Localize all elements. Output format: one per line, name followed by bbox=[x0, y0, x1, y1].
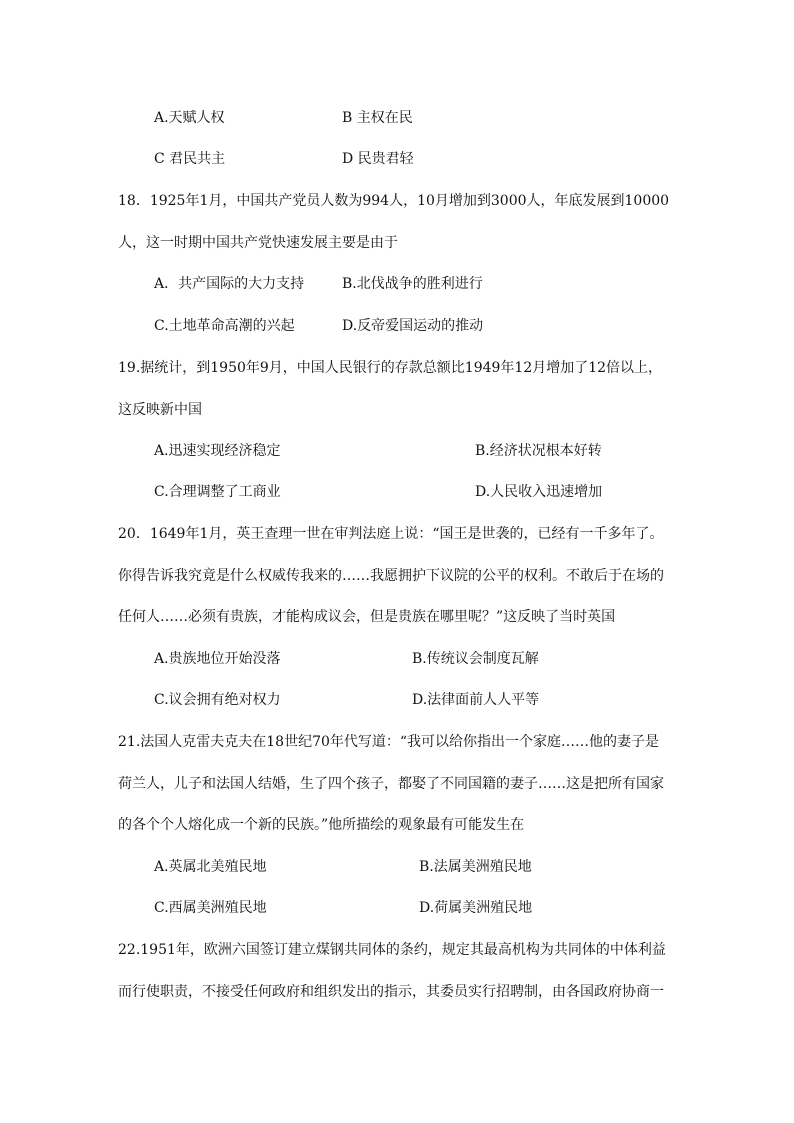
q20-option-a: A.贵族地位开始没落 bbox=[154, 651, 281, 667]
q19-stem-line-1: 19.据统计，到1950年9月，中国人民银行的存款总额比1949年12月增加了12倍以上， bbox=[118, 360, 663, 376]
q21-option-c: C.西属美洲殖民地 bbox=[154, 900, 267, 916]
q21-option-b: B.法属美洲殖民地 bbox=[419, 859, 532, 875]
q21-stem-line-3: 的各个个人熔化成一个新的民族。”他所描绘的观象最有可能发生在 bbox=[118, 817, 525, 833]
q18-option-a: A．共产国际的大力支持 bbox=[154, 276, 305, 292]
q21-option-d: D.荷属美洲殖民地 bbox=[419, 900, 533, 916]
q18-option-d: D.反帝爱国运动的推动 bbox=[342, 318, 484, 334]
q18-stem-line-1: 18．1925年1月，中国共产党员人数为994人，10月增加到3000人，年底发展到10000 bbox=[118, 193, 670, 209]
q19-stem-line-2: 这反映新中国 bbox=[118, 402, 202, 418]
q18-option-b: B.北伐战争的胜利进行 bbox=[342, 276, 483, 292]
q18-option-c: C.土地革命高潮的兴起 bbox=[154, 318, 295, 334]
q22-stem-line-1: 22.1951年，欧洲六国签订建立煤钢共同体的条约，规定其最高机构为共同体的中体利益 bbox=[118, 942, 666, 958]
q21-option-a: A.英属北美殖民地 bbox=[154, 859, 267, 875]
q17-option-a: A.天赋人权 bbox=[154, 110, 225, 126]
q19-option-a: A.迅速实现经济稳定 bbox=[154, 443, 281, 459]
q20-stem-line-2: 你得告诉我究竟是什么权威传我来的……我愿拥护下议院的公平的权利。不敢后于在场的 bbox=[118, 568, 664, 584]
q19-option-b: B.经济状况根本好转 bbox=[475, 443, 602, 459]
q20-option-b: B.传统议会制度瓦解 bbox=[412, 651, 539, 667]
q20-option-c: C.议会拥有绝对权力 bbox=[154, 692, 281, 708]
q20-stem-line-1: 20．1649年1月，英王查理一世在审判法庭上说：“国王是世袭的，已经有一千多年了。 bbox=[118, 526, 664, 542]
q22-stem-line-2: 而行使职责，不接受任何政府和组织发出的指示，其委员实行招聘制，由各国政府协商一 bbox=[118, 984, 664, 1000]
q20-stem-line-3: 任何人……必须有贵族，才能构成议会，但是贵族在哪里呢？”这反映了当时英国 bbox=[118, 609, 616, 625]
q21-stem-line-1: 21.法国人克雷夫克夫在18世纪70年代写道：“我可以给你指出一个家庭……他的妻子是 bbox=[118, 734, 660, 750]
q21-stem-line-2: 荷兰人，儿子和法国人结婚，生了四个孩子，都娶了不同国籍的妻子……这是把所有国家 bbox=[118, 776, 664, 792]
q19-option-c: C.合理调整了工商业 bbox=[154, 484, 281, 500]
q17-option-d: D 民贵君轻 bbox=[342, 151, 414, 167]
q17-option-c: C 君民共主 bbox=[154, 151, 226, 167]
q20-option-d: D.法律面前人人平等 bbox=[412, 692, 540, 708]
q19-option-d: D.人民收入迅速增加 bbox=[475, 484, 603, 500]
q18-stem-line-2: 人，这一时期中国共产党快速发展主要是由于 bbox=[118, 235, 398, 251]
q17-option-b: B 主权在民 bbox=[342, 110, 413, 126]
